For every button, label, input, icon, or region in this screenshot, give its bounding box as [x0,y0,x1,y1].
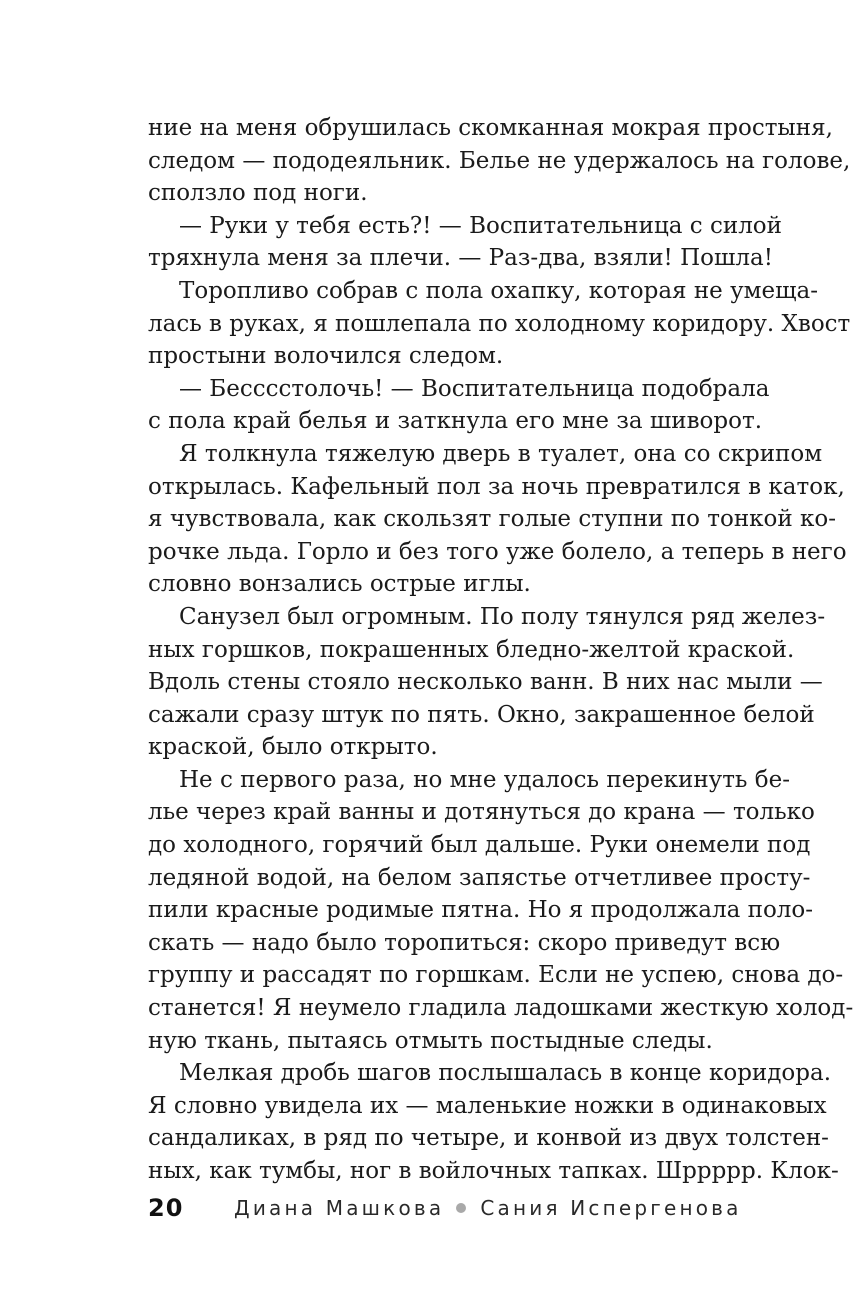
text-line: с пола край белья и заткнула его мне за шиворот. [148,408,763,435]
text-line: Не с первого раза, но мне удалось перекинуть бе- [179,766,790,793]
text-line: лась в руках, я пошлепала по холодному коридору. Хвост [148,310,851,337]
text-line: Мелкая дробь шагов послышалась в конце коридора. [179,1060,832,1087]
author-name: Сания Испергенова [480,1196,742,1220]
text-line: — Руки у тебя есть?! — Воспитательница с силой [179,212,782,239]
text-line: станется! Я неумело гладила ладошками жесткую холод- [148,995,853,1022]
text-line: сажали сразу штук по пять. Окно, закрашенное белой [148,701,815,728]
text-line: пили красные родимые пятна. Но я продолжала поло- [148,897,814,924]
text-line: ных, как тумбы, ног в войлочных тапках. Шррррр. Клок- [148,1158,839,1184]
text-line: ных горшков, покрашенных бледно-желтой краской. [148,636,795,663]
body-text [148,112,853,1188]
separator-dot-icon [456,1203,466,1213]
text-line: ную ткань, пытаясь отмыть постыдные следы. [148,1027,713,1054]
text-line: группу и рассадят по горшкам. Если не успею, снова до- [148,962,844,989]
text-line: сползло под ноги. [148,180,368,207]
text-line: ние на меня обрушилась скомканная мокрая простыня, [148,115,833,141]
text-line: скать — надо было торопиться: скоро приведут всю [148,929,781,956]
text-line: Я словно увидела их — маленькие ножки в одинаковых [148,1092,827,1119]
text-line: Санузел был огромным. По полу тянулся ряд желез- [179,603,826,630]
text-line: словно вонзались острые иглы. [148,571,531,598]
text-line: я чувствовала, как скользят голые ступни по тонкой ко- [148,506,837,533]
text-line: тряхнула меня за плечи. — Раз-два, взяли! Пошла! [148,245,773,272]
text-line: Я толкнула тяжелую дверь в туалет, она со скрипом [179,440,823,467]
text-line: следом — пододеяльник. Белье не удержалось на голове, [148,147,851,174]
text-line: Вдоль стены стояло несколько ванн. В них нас мыли — [148,669,823,696]
text-line: ледяной водой, на белом запястье отчетливее просту- [148,864,811,891]
text-line: лье через край ванны и дотянуться до крана — только [148,799,815,826]
text-line: до холодного, горячий был дальше. Руки онемели под [148,832,811,859]
text-line: простыни волочился следом. [148,343,504,370]
text-line: краской, было открыто. [148,734,438,761]
text-line: сандаликах, в ряд по четыре, и конвой из двух толстен- [148,1125,829,1152]
text-line: — Бесссстолочь! — Воспитательница подобрала [179,375,770,402]
text-line: открылась. Кафельный пол за ночь превратился в каток, [148,473,845,500]
text-line: Торопливо собрав с пола охапку, которая не умеща- [179,277,819,304]
text-line: рочке льда. Горло и без того уже болело, а теперь в него [148,538,847,565]
author-name: Диана Машкова [234,1196,445,1220]
page-footer [148,1193,760,1223]
page-number: 20 [148,1194,184,1222]
